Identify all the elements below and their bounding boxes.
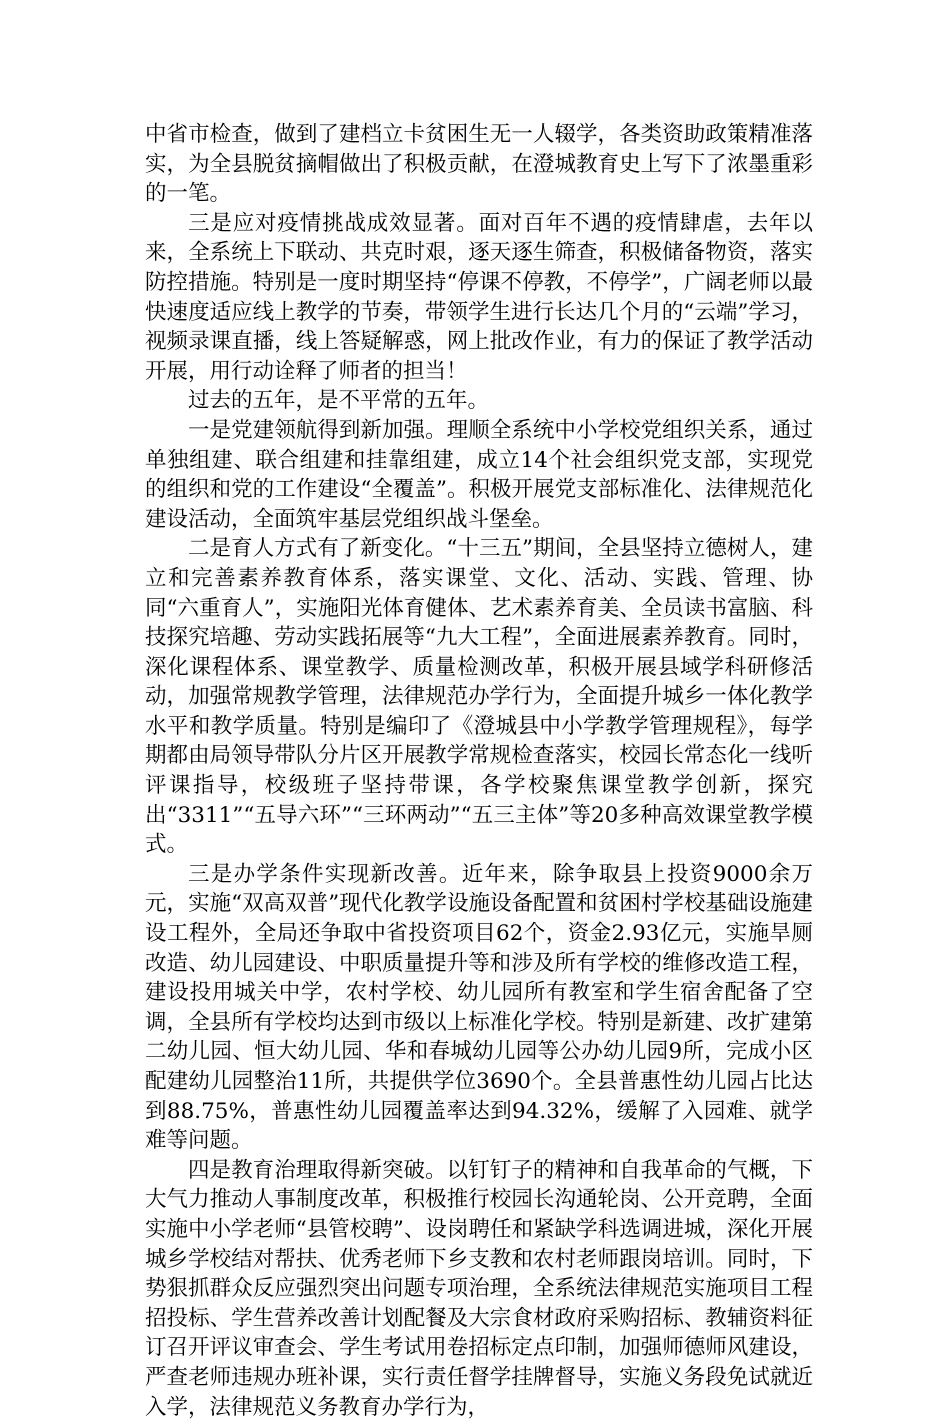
- paragraph-education-governance: 四是教育治理取得新突破。以钉钉子的精神和自我革命的气概，下大气力推动人事制度改革，积极推行校园长沟通轮岗、公开竞聘，全面实施中小学老师“县管校聘”、设岗聘任和紧缺学科选调进城，深化开展城乡学校结对帮扶、优秀老师下乡支教和农村老师跟岗培训。同时，下势狠抓群众反应强烈突出问题专项治理，全系统法律规范实施项目工程招投标、学生营养改善计划配餐及大宗食材政府采购招标、教辅资料征订召开评议审查会、学生考试用卷招标定点印制，加强师德师风建设，严查老师违规办班补课，实行责任督学挂牌督导，实施义务段免试就近入学，法律规范义务教育办学行为，: [145, 1157, 813, 1420]
- body-text: [145, 120, 813, 1422]
- paragraph-continuation: 中省市检查，做到了建档立卡贫困生无一人辍学，各类资助政策精准落实，为全县脱贫摘帽做出了积极贡献，在澄城教育史上写下了浓墨重彩的一笔。: [145, 122, 813, 207]
- paragraph-five-years: 过去的五年，是不平常的五年。: [188, 388, 490, 414]
- paragraph-pandemic-response: 三是应对疫情挑战成效显著。面对百年不遇的疫情肆虐，去年以来，全系统上下联动、共克时艰，逐天逐生筛查，积极储备物资，落实防控措施。特别是一度时期坚持“停课不停教，不停学”，广阔老师以最快速度适应线上教学的节奏，带领学生进行长达几个月的“云端”学习，视频录课直播，线上答疑解惑，网上批改作业，有力的保证了教学活动开展，用行动诠释了师者的担当！: [145, 210, 813, 384]
- paragraph-school-conditions: 三是办学条件实现新改善。近年来，除争取县上投资9000余万元，实施“双高双普”现代化教学设施设备配置和贫困村学校基础设施建设工程外，全局还争取中省投资项目62个，资金2.93亿元，实施旱厕改造、幼儿园建设、中职质量提升等和涉及所有学校的维修改造工程，建设投用城关中学，农村学校、幼儿园所有教室和学生宿舍配备了空调，全县所有学校均达到市级以上标准化学校。特别是新建、改扩建第二幼儿园、恒大幼儿园、华和春城幼儿园等公办幼儿园9所，完成小区配建幼儿园整治11所，共提供学位3690个。全县普惠性幼儿园占比达到88.75%，普惠性幼儿园覆盖率达到94.32%，缓解了入园难、就学难等问题。: [145, 861, 813, 1154]
- paragraph-education-methods: 二是育人方式有了新变化。“十三五”期间，全县坚持立德树人，建立和完善素养教育体系，落实课堂、文化、活动、实践、管理、协同“六重育人”，实施阳光体育健体、艺术素养育美、全员读书富脑、科技探究培趣、劳动实践拓展等“九大工程”，全面进展素养教育。同时，深化课程体系、课堂教学、质量检测改革，积极开展县域学科研修活动，加强常规教学管理，法律规范办学行为，全面提升城乡一体化教学水平和教学质量。特别是编印了《澄城县中小学教学管理规程》，每学期都由局领导带队分片区开展教学常规检查落实，校园长常态化一线听评课指导，校级班子坚持带课，各学校聚焦课堂教学创新，探究出“3311”“五导六环”“三环两动”“五三主体”等20多种高效课堂教学模式。: [145, 536, 813, 858]
- paragraph-party-building: 一是党建领航得到新加强。理顺全系统中小学校党组织关系，通过单独组建、联合组建和挂靠组建，成立14个社会组织党支部，实现党的组织和党的工作建设“全覆盖”。积极开展党支部标准化、法律规范化建设活动，全面筑牢基层党组织战斗堡垒。: [145, 417, 813, 532]
